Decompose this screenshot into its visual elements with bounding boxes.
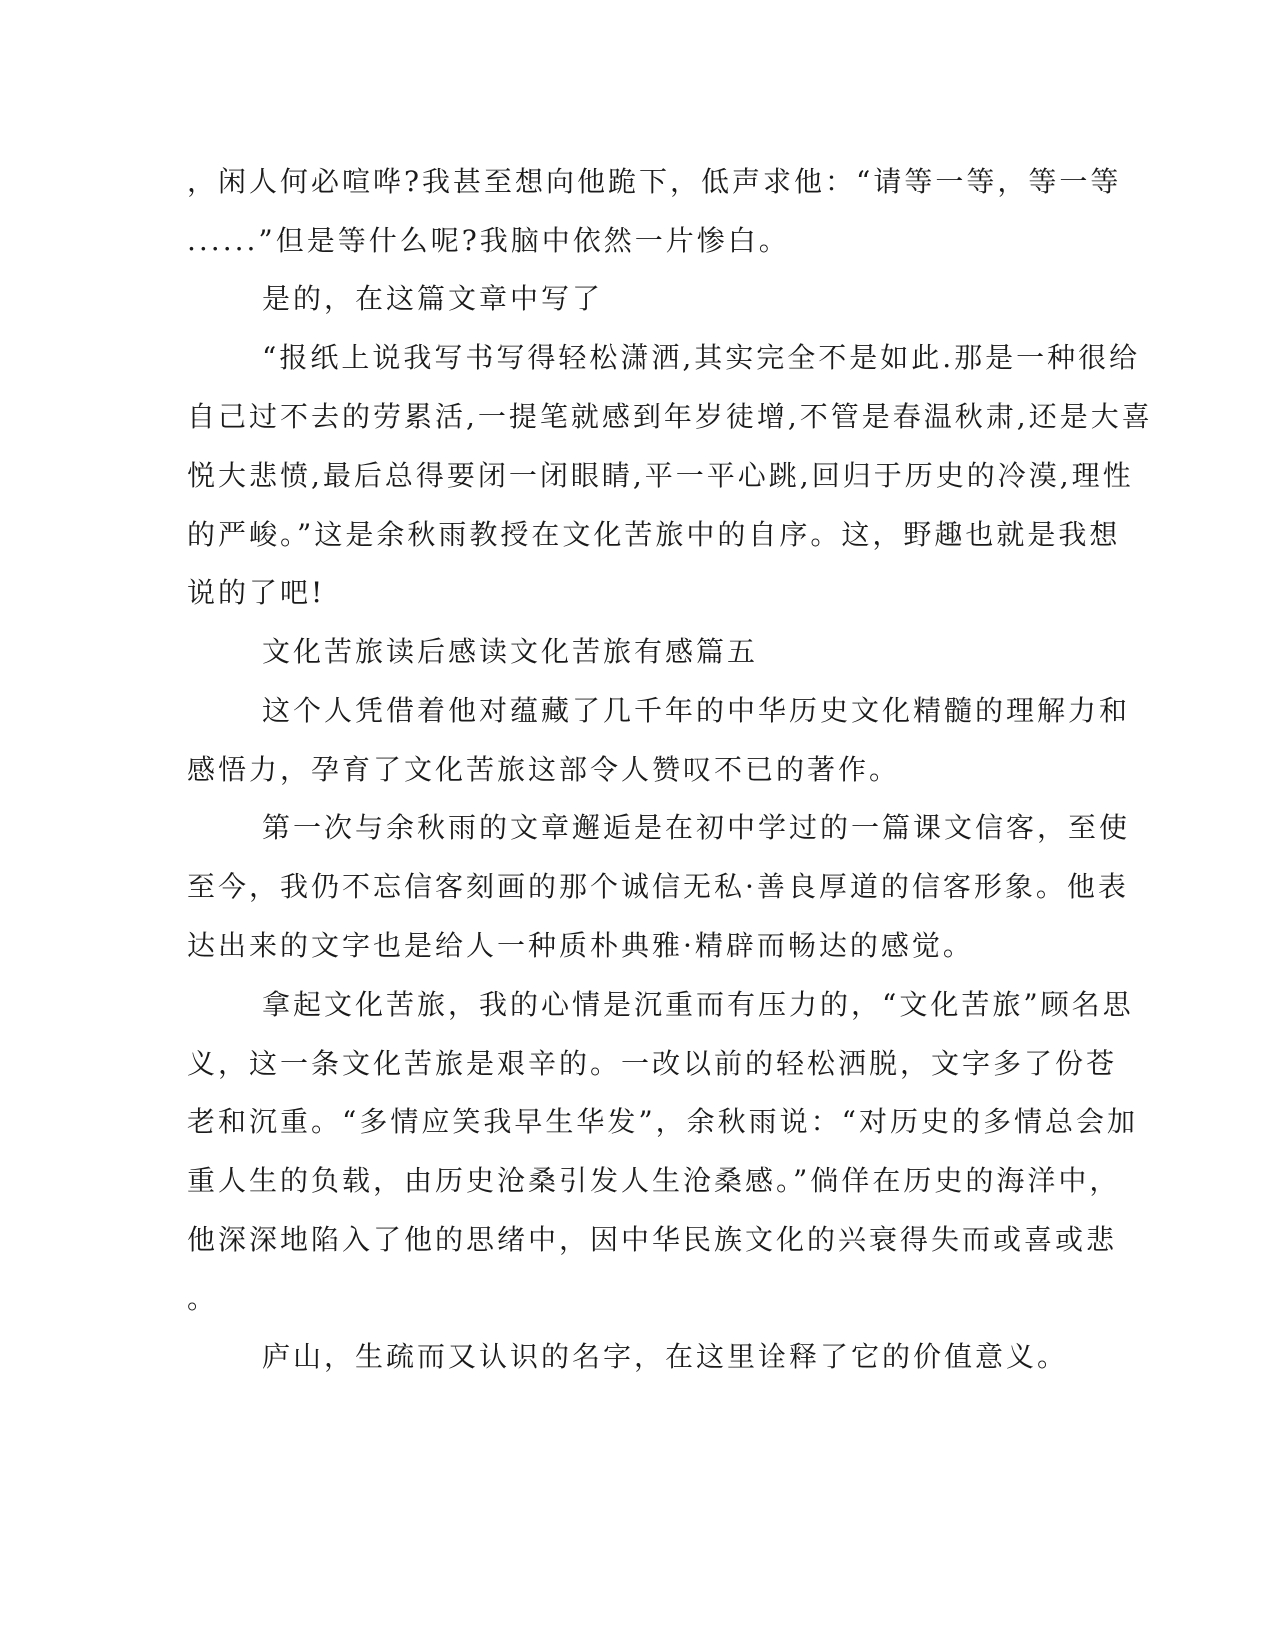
text-line: 达出来的文字也是给人一种质朴典雅·精辟而畅达的感觉。 — [187, 929, 974, 962]
text-line: 义，这一条文化苦旅是艰辛的。一改以前的轻松洒脱，文字多了份苍 — [187, 1047, 1118, 1080]
section-heading: 文化苦旅读后感读文化苦旅有感篇五 — [262, 635, 759, 668]
text-line: 感悟力，孕育了文化苦旅这部令人赞叹不已的著作。 — [187, 753, 901, 786]
paragraph-start: “报纸上说我写书写得轻松潇洒,其实完全不是如此.那是一种很给 — [262, 341, 1141, 374]
text-line: 至今，我仍不忘信客刻画的那个诚信无私·善良厚道的信客形象。他表 — [187, 870, 1129, 903]
text-line: 老和沉重。“多情应笑我早生华发”，余秋雨说：“对历史的多情总会加 — [187, 1105, 1138, 1138]
paragraph-start: 庐山，生疏而又认识的名字，在这里诠释了它的价值意义。 — [262, 1340, 1069, 1373]
paragraph-start: 这个人凭借着他对蕴藏了几千年的中华历史文化精髓的理解力和 — [262, 694, 1131, 727]
text-line: 。 — [187, 1282, 219, 1315]
text-line: 自己过不去的劳累活,一提笔就感到年岁徒增,不管是春温秋肃,还是大喜 — [187, 400, 1153, 433]
text-line: ，闲人何必喧哗?我甚至想向他跪下，低声求他：“请等一等，等一等 — [187, 165, 1122, 198]
text-line: 重人生的负载，由历史沧桑引发人生沧桑感。”倘佯在历史的海洋中， — [187, 1164, 1121, 1197]
text-line: 悦大悲愤,最后总得要闭一闭眼睛,平一平心跳,回归于历史的冷漠,理性 — [187, 459, 1134, 492]
text-line: 说的了吧! — [187, 576, 326, 609]
paragraph-start: 第一次与余秋雨的文章邂逅是在初中学过的一篇课文信客，至使 — [262, 811, 1131, 844]
text-line: 的严峻。”这是余秋雨教授在文化苦旅中的自序。这，野趣也就是我想 — [187, 518, 1121, 551]
paragraph-start: 是的，在这篇文章中写了 — [262, 282, 604, 315]
text-line: ......”但是等什么呢?我脑中依然一片惨白。 — [187, 224, 790, 257]
paragraph-start: 拿起文化苦旅，我的心情是沉重而有压力的，“文化苦旅”顾名思 — [262, 988, 1134, 1021]
text-line: 他深深地陷入了他的思绪中，因中华民族文化的兴衰得失而或喜或悲 — [187, 1223, 1118, 1256]
